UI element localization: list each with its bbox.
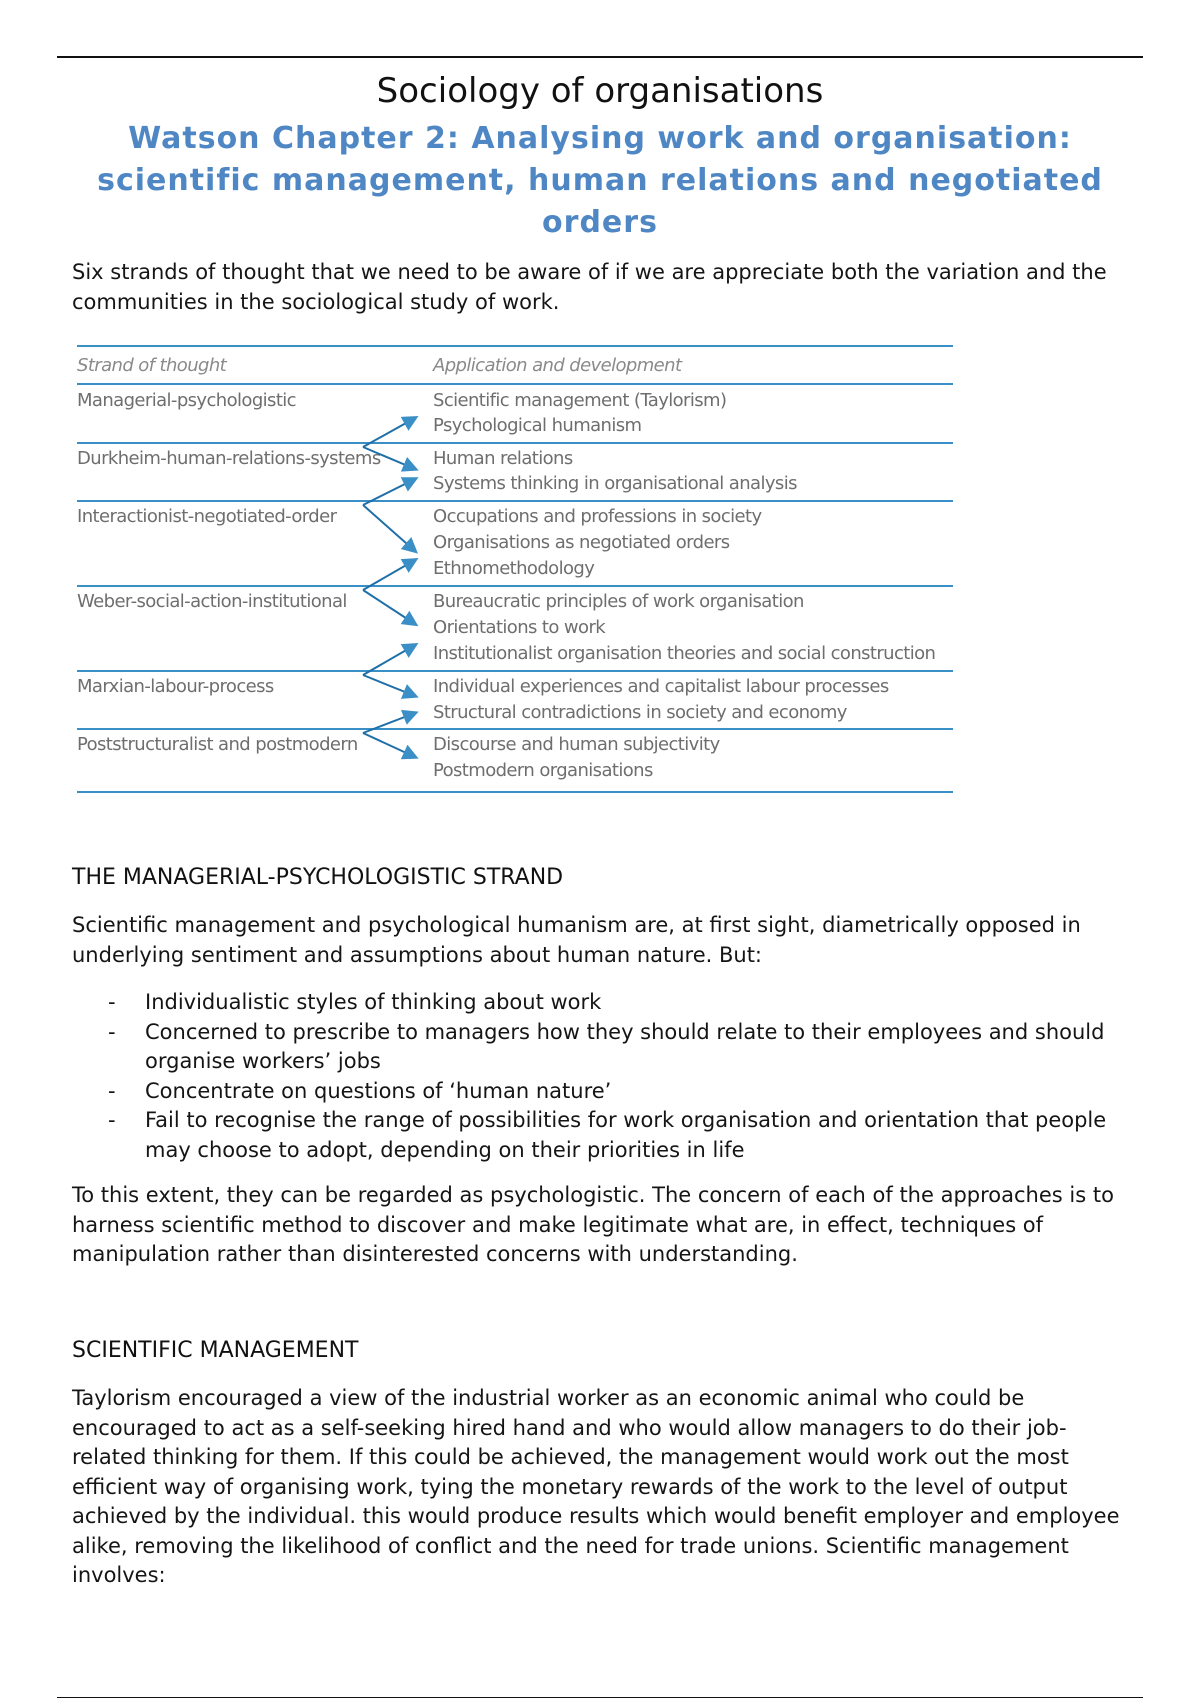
arrow-icon (363, 733, 415, 757)
application-cell: Psychological humanism (433, 415, 642, 436)
list-item (72, 988, 1132, 1018)
arrow-icon (363, 418, 415, 447)
application-cell: Individual experiences and capitalist labour processes (433, 676, 889, 697)
arrow-icon (363, 675, 415, 696)
table-header-application: Application and development (433, 355, 682, 376)
bullet-marker: - (108, 990, 116, 1014)
strand-cell: Weber-social-action-institutional (77, 591, 347, 612)
application-cell: Bureaucratic principles of work organisation (433, 591, 804, 612)
arrow-icon (363, 505, 415, 551)
arrow-icon (363, 560, 415, 590)
strand-cell: Managerial-psychologistic (77, 390, 296, 411)
section-heading-managerial: THE MANAGERIAL-PSYCHOLOGISTIC STRAND (72, 865, 564, 890)
intro-paragraph: Six strands of thought that we need to be aware of if we are appreciate both the variation and the communities in the sociological study of work. (72, 260, 1107, 314)
arrow-icon (363, 590, 415, 624)
application-cell: Discourse and human subjectivity (433, 734, 720, 755)
section-heading-scientific-management: SCIENTIFIC MANAGEMENT (72, 1338, 359, 1363)
application-cell: Human relations (433, 448, 573, 469)
strand-cell: Interactionist-negotiated-order (77, 506, 337, 527)
arrow-icon (363, 713, 415, 733)
application-cell: Organisations as negotiated orders (433, 532, 730, 553)
list-item (72, 1077, 1132, 1107)
application-cell: Occupations and professions in society (433, 506, 762, 527)
bullet-text: Fail to recognise the range of possibilities for work organisation and orientation that people may choose to adopt, depending on their priorities in life (145, 1108, 1107, 1162)
bullet-text: Concerned to prescribe to managers how they should relate to their employees and should organise workers’ jobs (145, 1019, 1105, 1073)
managerial-intro-paragraph: Scientific management and psychological humanism are, at first sight, diametrically opposed in underlying sentiment and assumptions about human nature. But: (72, 913, 1081, 967)
application-cell: Ethnomethodology (433, 558, 595, 579)
bullet-marker: - (108, 1019, 116, 1044)
application-cell: Scientific management (Taylorism) (433, 390, 727, 411)
list-item (72, 1018, 1132, 1077)
application-cell: Institutionalist organisation theories and social construction (433, 643, 936, 664)
application-cell: Orientations to work (433, 617, 606, 638)
strand-arrows (75, 345, 955, 795)
taylorism-paragraph: Taylorism encouraged a view of the industrial worker as an economic animal who could be encouraged to act as a self-seeking hired hand and who would allow managers to do their job-related thinking for them. If this could be achieved, the management would work out the most efficient way of organising work, tying the monetary rewards of the work to the level of output achieved by the individual. this would produce results which would benefit employer and employee alike, removing the likelihood of conflict and the need for trade unions. Scientific management involves: (72, 1386, 1120, 1587)
strands-table (75, 345, 955, 795)
bullet-marker: - (108, 1108, 116, 1132)
document-title: Sociology of organisations (376, 71, 824, 111)
application-cell: Systems thinking in organisational analysis (433, 473, 797, 494)
bullet-marker: - (108, 1078, 116, 1103)
application-cell: Structural contradictions in society and economy (433, 702, 847, 723)
bottom-rule (57, 1697, 1143, 1698)
table-header-strand: Strand of thought (77, 355, 227, 376)
top-rule (57, 56, 1143, 58)
strand-cell: Durkheim-human-relations-systems (77, 448, 381, 469)
arrow-icon (363, 447, 415, 469)
arrow-icon (363, 479, 415, 505)
list-item (72, 1106, 1132, 1165)
strand-cell: Poststructuralist and postmodern (77, 734, 358, 755)
bullet-text: Individualistic styles of thinking about work (145, 990, 602, 1014)
chapter-subtitle: Watson Chapter 2: Analysing work and organisation: scientific management, human relations and negotiated orders (97, 121, 1103, 240)
managerial-bullet-list (72, 988, 1132, 1165)
application-cell: Postmodern organisations (433, 760, 653, 781)
psychologistic-paragraph: To this extent, they can be regarded as psychologistic. The concern of each of the approaches is to harness scientific method to discover and make legitimate what are, in effect, techniques of manipulation rather than disinterested concerns with understanding. (72, 1183, 1114, 1266)
strand-cell: Marxian-labour-process (77, 676, 274, 697)
bullet-text: Concentrate on questions of ‘human nature’ (145, 1078, 612, 1103)
arrow-icon (363, 645, 415, 675)
